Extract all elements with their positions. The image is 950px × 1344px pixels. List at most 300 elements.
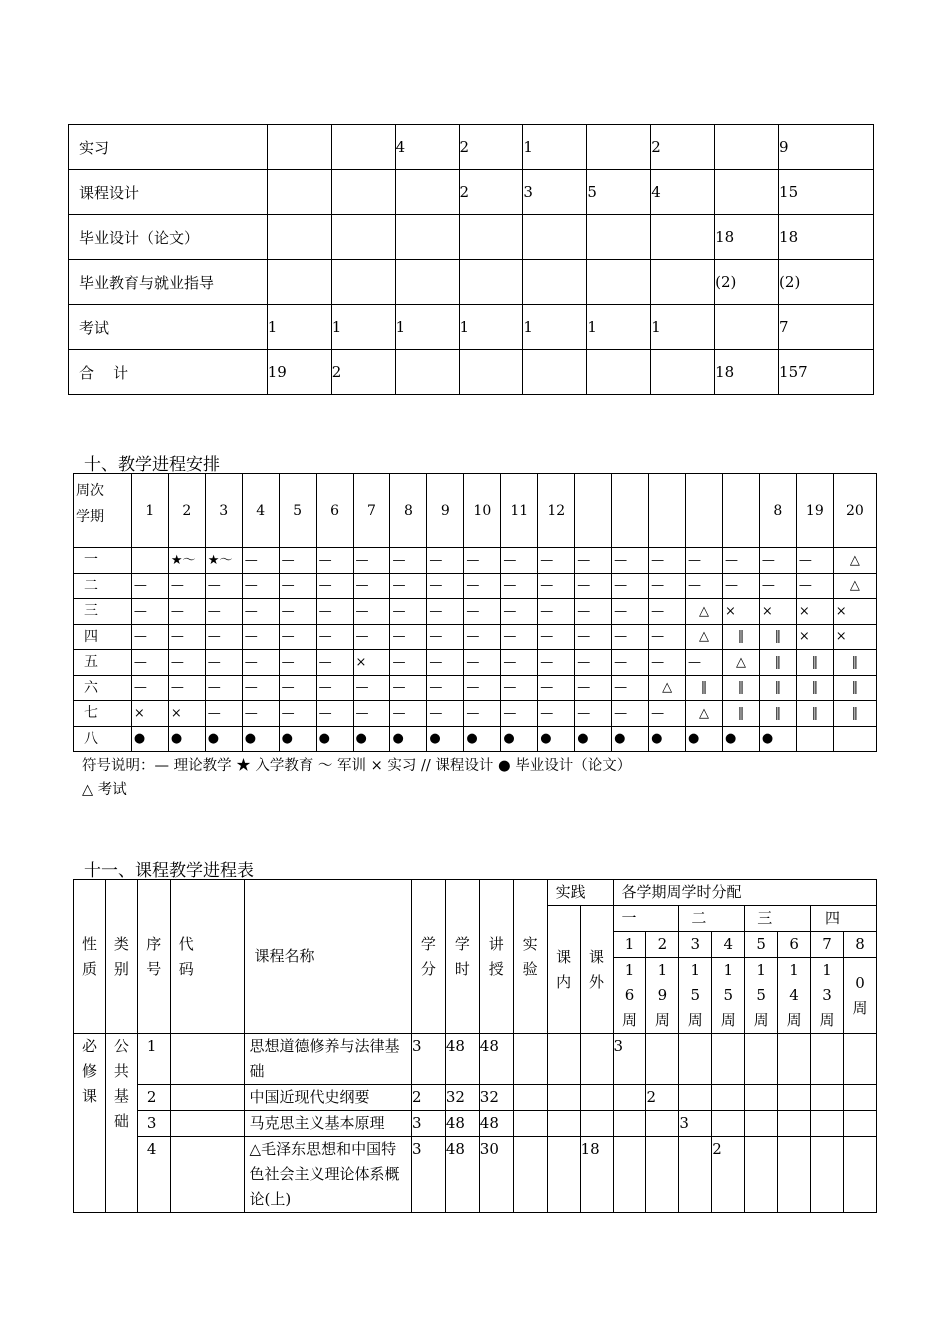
course-semester-hours (811, 1137, 844, 1213)
schedule-cell: — (501, 624, 538, 650)
course-lecture: 32 (479, 1085, 513, 1111)
course-in (547, 1034, 580, 1085)
summary-cell (267, 215, 331, 260)
schedule-row (74, 599, 877, 625)
schedule-cell: ● (575, 726, 612, 752)
summary-cell: 1 (651, 305, 715, 350)
schedule-cell: — (686, 650, 723, 676)
schedule-cell: △ (833, 573, 876, 599)
hdr-year-1: 一 (613, 906, 679, 932)
summary-cell: 2 (459, 125, 523, 170)
summary-cell: 9 (779, 125, 874, 170)
schedule-cell: — (612, 573, 649, 599)
schedule-cell: — (205, 650, 242, 676)
hdr-lecture-text: 讲授 (488, 934, 504, 978)
schedule-cell: — (722, 548, 759, 574)
hdr-nature (74, 880, 106, 1034)
schedule-cell: — (649, 548, 686, 574)
schedule-cell: — (686, 548, 723, 574)
course-semester-hours (778, 1111, 811, 1137)
week-header (722, 474, 759, 548)
hdr-credit-text: 学分 (420, 934, 436, 978)
hdr-weeks-text: 0周 (852, 973, 868, 1017)
schedule-cell: ‖ (759, 624, 796, 650)
schedule-cell: ‖ (722, 675, 759, 701)
schedule-cell: △ (833, 548, 876, 574)
schedule-cell: — (427, 573, 464, 599)
schedule-cell: ‖ (759, 701, 796, 727)
summary-cell (523, 215, 587, 260)
hdr-nature-text: 性质 (81, 934, 97, 978)
schedule-cell: — (205, 573, 242, 599)
course-exp (513, 1034, 547, 1085)
schedule-cell: — (538, 548, 575, 574)
schedule-cell: — (612, 548, 649, 574)
summary-cell (587, 260, 651, 305)
course-row (74, 1085, 877, 1111)
summary-cell: 5 (587, 170, 651, 215)
schedule-cell: ‖ (833, 650, 876, 676)
course-semester-hours: 2 (712, 1137, 745, 1213)
schedule-cell: — (390, 624, 427, 650)
summary-cell: 2 (459, 170, 523, 215)
course-lecture: 48 (479, 1111, 513, 1137)
hdr-category-text: 类别 (113, 934, 129, 978)
course-in (547, 1111, 580, 1137)
week-header (612, 474, 649, 548)
hdr-seq-text: 序号 (146, 934, 162, 978)
schedule-cell: — (242, 599, 279, 625)
schedule-cell: — (464, 650, 501, 676)
hdr-weeks (778, 958, 811, 1034)
summary-cell (267, 170, 331, 215)
schedule-cell: — (168, 650, 205, 676)
schedule-cell: ● (612, 726, 649, 752)
schedule-cell: — (464, 624, 501, 650)
schedule-cell: — (205, 624, 242, 650)
schedule-table (73, 473, 877, 752)
hdr-semester: 4 (712, 932, 745, 958)
summary-row (69, 215, 874, 260)
schedule-cell: ‖ (796, 650, 833, 676)
summary-cell (651, 350, 715, 395)
hdr-weeks-text: 14周 (786, 961, 802, 1029)
schedule-cell: — (316, 573, 353, 599)
hdr-practice-in (547, 906, 580, 1034)
legend-line2: △ 考试 (82, 782, 127, 798)
schedule-cell (833, 726, 876, 752)
schedule-cell: — (205, 599, 242, 625)
legend-line1: 符号说明：— 理论教学 ★ 入学教育 ～ 军训 × 实习 // 课程设计 ● 毕业设计（论文） (82, 758, 632, 774)
hdr-weeks (712, 958, 745, 1034)
schedule-cell: — (353, 599, 390, 625)
hdr-semester: 6 (778, 932, 811, 958)
schedule-row (74, 548, 877, 574)
schedule-cell: — (168, 599, 205, 625)
schedule-cell: — (538, 573, 575, 599)
summary-cell (459, 260, 523, 305)
summary-cell: 157 (779, 350, 874, 395)
hdr-practice-out (580, 906, 613, 1034)
schedule-cell: — (427, 675, 464, 701)
schedule-cell: ● (131, 726, 168, 752)
schedule-cell: ● (168, 726, 205, 752)
schedule-cell: — (242, 573, 279, 599)
summary-row-label: 考试 (69, 305, 268, 350)
hdr-hours (445, 880, 479, 1034)
schedule-cell: — (390, 701, 427, 727)
hdr-seq (137, 880, 170, 1034)
term-label: 一 (74, 548, 132, 574)
course-hours: 48 (445, 1034, 479, 1085)
hdr-weeks (745, 958, 778, 1034)
schedule-cell: — (722, 573, 759, 599)
course-semester-hours (843, 1085, 876, 1111)
summary-cell: 18 (779, 215, 874, 260)
nature-text: 必修课 (81, 1037, 97, 1105)
course-row (74, 1137, 877, 1213)
course-name: 马克思主义基本原理 (244, 1111, 411, 1137)
course-hours: 48 (445, 1137, 479, 1213)
summary-cell: 3 (523, 170, 587, 215)
course-credit: 2 (411, 1085, 445, 1111)
hdr-weeks-text: 16周 (621, 961, 637, 1029)
schedule-header-row (74, 474, 877, 548)
schedule-cell: — (612, 701, 649, 727)
schedule-cell: — (575, 675, 612, 701)
hdr-weeks (613, 958, 646, 1034)
week-header (686, 474, 723, 548)
schedule-cell: ‖ (833, 675, 876, 701)
schedule-cell: — (390, 573, 427, 599)
course-seq: 3 (137, 1111, 170, 1137)
schedule-cell: △ (686, 701, 723, 727)
hdr-semester: 1 (613, 932, 646, 958)
hdr-hours-text: 学时 (454, 934, 470, 978)
course-name: △毛泽东思想和中国特色社会主义理论体系概论(上) (244, 1137, 411, 1213)
header-corner (74, 474, 132, 548)
schedule-cell: × (833, 624, 876, 650)
schedule-cell: — (242, 548, 279, 574)
term-label: 八 (74, 726, 132, 752)
schedule-cell: ● (722, 726, 759, 752)
course-exp (513, 1085, 547, 1111)
course-in (547, 1085, 580, 1111)
schedule-cell: — (353, 675, 390, 701)
schedule-cell: ● (353, 726, 390, 752)
course-semester-hours (679, 1085, 712, 1111)
category-text: 公共基础 (113, 1037, 129, 1130)
schedule-cell: — (131, 650, 168, 676)
schedule-cell: — (168, 573, 205, 599)
section10-title: 十、教学进程安排 (84, 455, 220, 475)
schedule-cell: — (575, 624, 612, 650)
course-semester-hours (811, 1034, 844, 1085)
schedule-cell: — (390, 675, 427, 701)
schedule-cell: × (796, 599, 833, 625)
schedule-cell: — (796, 548, 833, 574)
course-out: 18 (580, 1137, 613, 1213)
hdr-weeks (679, 958, 712, 1034)
schedule-cell: ● (759, 726, 796, 752)
schedule-cell: — (501, 599, 538, 625)
summary-cell (715, 170, 779, 215)
course-code (170, 1085, 244, 1111)
summary-cell (331, 215, 395, 260)
schedule-cell: — (796, 573, 833, 599)
hdr-lecture (479, 880, 513, 1034)
schedule-cell: — (427, 548, 464, 574)
hdr-weeks-text: 13周 (819, 961, 835, 1029)
week-header (575, 474, 612, 548)
course-semester-hours (712, 1085, 745, 1111)
summary-row (69, 305, 874, 350)
schedule-cell: — (316, 675, 353, 701)
course-semester-hours (745, 1085, 778, 1111)
schedule-cell: — (686, 573, 723, 599)
schedule-cell: ‖ (759, 650, 796, 676)
schedule-cell: — (205, 701, 242, 727)
course-semester-hours (843, 1111, 876, 1137)
summary-cell (587, 125, 651, 170)
schedule-cell: — (575, 573, 612, 599)
course-seq: 1 (137, 1034, 170, 1085)
nature-cell (74, 1034, 106, 1213)
hdr-weeks-text: 15周 (720, 961, 736, 1029)
hdr-weeks (811, 958, 844, 1034)
course-credit: 3 (411, 1111, 445, 1137)
hdr-year-3: 三 (745, 906, 811, 932)
schedule-cell: — (612, 675, 649, 701)
summary-cell (267, 125, 331, 170)
schedule-cell: — (353, 624, 390, 650)
schedule-cell: — (612, 599, 649, 625)
course-semester-hours (613, 1111, 646, 1137)
schedule-cell: — (427, 701, 464, 727)
schedule-cell: — (242, 675, 279, 701)
schedule-cell: — (427, 650, 464, 676)
term-label: 六 (74, 675, 132, 701)
summary-cell: 18 (715, 350, 779, 395)
summary-cell (395, 260, 459, 305)
term-label: 五 (74, 650, 132, 676)
week-header: 3 (205, 474, 242, 548)
schedule-cell: — (759, 573, 796, 599)
summary-cell: 2 (651, 125, 715, 170)
summary-row-label: 实习 (69, 125, 268, 170)
summary-cell (715, 305, 779, 350)
schedule-cell: — (464, 573, 501, 599)
schedule-cell: — (612, 650, 649, 676)
schedule-cell (796, 726, 833, 752)
hdr-semester: 5 (745, 932, 778, 958)
schedule-cell: — (464, 548, 501, 574)
summary-cell (587, 350, 651, 395)
schedule-cell: ‖ (722, 624, 759, 650)
schedule-cell: — (538, 675, 575, 701)
schedule-cell: — (353, 548, 390, 574)
summary-cell (459, 350, 523, 395)
schedule-cell: × (796, 624, 833, 650)
schedule-cell: — (131, 599, 168, 625)
schedule-cell: — (390, 548, 427, 574)
summary-cell: (2) (779, 260, 874, 305)
course-name: 中国近现代史纲要 (244, 1085, 411, 1111)
course-semester-hours: 3 (613, 1034, 646, 1085)
course-semester-hours (778, 1085, 811, 1111)
summary-cell (331, 170, 395, 215)
schedule-cell: ‖ (686, 675, 723, 701)
summary-cell: 2 (331, 350, 395, 395)
course-exp (513, 1137, 547, 1213)
schedule-row (74, 624, 877, 650)
schedule-cell: — (353, 701, 390, 727)
course-semester-hours (712, 1034, 745, 1085)
schedule-row (74, 675, 877, 701)
schedule-cell: ★～ (168, 548, 205, 574)
week-header: 7 (353, 474, 390, 548)
course-row (74, 1034, 877, 1085)
summary-cell (459, 215, 523, 260)
schedule-cell: ● (316, 726, 353, 752)
schedule-cell: ● (390, 726, 427, 752)
schedule-cell: ● (205, 726, 242, 752)
course-semester-hours (679, 1034, 712, 1085)
schedule-cell: — (242, 650, 279, 676)
schedule-cell: — (279, 599, 316, 625)
schedule-cell: — (131, 573, 168, 599)
schedule-cell: — (464, 701, 501, 727)
week-header: 2 (168, 474, 205, 548)
week-header: 8 (759, 474, 796, 548)
schedule-cell: — (575, 548, 612, 574)
summary-cell (651, 215, 715, 260)
hdr-category (105, 880, 137, 1034)
hdr-weeks-text: 15周 (753, 961, 769, 1029)
hdr-code-text: 代码 (178, 934, 194, 978)
course-semester-hours (679, 1137, 712, 1213)
schedule-cell: — (538, 599, 575, 625)
week-header: 10 (464, 474, 501, 548)
schedule-cell: — (390, 599, 427, 625)
schedule-cell: × (722, 599, 759, 625)
schedule-cell: — (427, 599, 464, 625)
summary-cell: (2) (715, 260, 779, 305)
schedule-cell: × (759, 599, 796, 625)
schedule-cell: — (242, 624, 279, 650)
schedule-cell: — (353, 573, 390, 599)
summary-cell: 1 (523, 125, 587, 170)
schedule-cell: △ (649, 675, 686, 701)
hdr-weeks-text: 15周 (687, 961, 703, 1029)
course-semester-hours (778, 1034, 811, 1085)
schedule-cell: — (279, 650, 316, 676)
schedule-cell: ● (242, 726, 279, 752)
summary-cell (587, 215, 651, 260)
schedule-cell: × (168, 701, 205, 727)
course-semester-hours (745, 1111, 778, 1137)
summary-cell: 15 (779, 170, 874, 215)
course-semester-hours (745, 1034, 778, 1085)
schedule-cell: — (575, 599, 612, 625)
header-corner-term: 学期 (76, 509, 104, 525)
hdr-code (170, 880, 244, 1034)
week-header: 20 (833, 474, 876, 548)
schedule-cell: ● (501, 726, 538, 752)
hdr-course-text: 课程名称 (254, 947, 315, 965)
schedule-cell: × (353, 650, 390, 676)
summary-cell (651, 260, 715, 305)
summary-row-label: 毕业设计（论文） (69, 215, 268, 260)
summary-row (69, 260, 874, 305)
schedule-cell: — (501, 701, 538, 727)
course-table (73, 879, 877, 1213)
schedule-cell: — (279, 573, 316, 599)
schedule-cell: — (501, 675, 538, 701)
course-semester-hours (646, 1111, 679, 1137)
schedule-cell: △ (686, 599, 723, 625)
schedule-cell: — (279, 624, 316, 650)
hdr-practice-out-text: 课外 (589, 947, 605, 991)
course-code (170, 1137, 244, 1213)
schedule-cell: — (168, 675, 205, 701)
hdr-dist: 各学期周学时分配 (613, 880, 876, 906)
term-label: 三 (74, 599, 132, 625)
schedule-cell: ‖ (759, 675, 796, 701)
week-header: 4 (242, 474, 279, 548)
summary-cell (395, 215, 459, 260)
week-header: 8 (390, 474, 427, 548)
schedule-cell: — (427, 624, 464, 650)
schedule-cell: — (538, 650, 575, 676)
course-lecture: 30 (479, 1137, 513, 1213)
schedule-cell: ★～ (205, 548, 242, 574)
schedule-cell: ● (427, 726, 464, 752)
term-label: 七 (74, 701, 132, 727)
week-header (649, 474, 686, 548)
course-semester-hours: 3 (679, 1111, 712, 1137)
schedule-cell: — (242, 701, 279, 727)
course-name: 思想道德修养与法律基础 (244, 1034, 411, 1085)
summary-cell (331, 260, 395, 305)
course-credit: 3 (411, 1034, 445, 1085)
schedule-cell: — (649, 701, 686, 727)
schedule-cell: — (575, 701, 612, 727)
summary-cell: 1 (267, 305, 331, 350)
week-header: 19 (796, 474, 833, 548)
summary-cell (395, 350, 459, 395)
hdr-credit (411, 880, 445, 1034)
course-credit: 3 (411, 1137, 445, 1213)
schedule-cell: — (759, 548, 796, 574)
schedule-cell: — (464, 675, 501, 701)
course-semester-hours (843, 1137, 876, 1213)
header-corner-week: 周次 (76, 483, 104, 499)
schedule-cell: — (575, 650, 612, 676)
hdr-semester: 7 (811, 932, 844, 958)
hdr-course (244, 880, 411, 1034)
schedule-cell: — (649, 624, 686, 650)
summary-cell: 1 (331, 305, 395, 350)
summary-row (69, 350, 874, 395)
schedule-cell: — (538, 701, 575, 727)
summary-row (69, 170, 874, 215)
course-seq: 2 (137, 1085, 170, 1111)
week-header: 6 (316, 474, 353, 548)
course-semester-hours (712, 1111, 745, 1137)
course-out (580, 1111, 613, 1137)
course-in (547, 1137, 580, 1213)
